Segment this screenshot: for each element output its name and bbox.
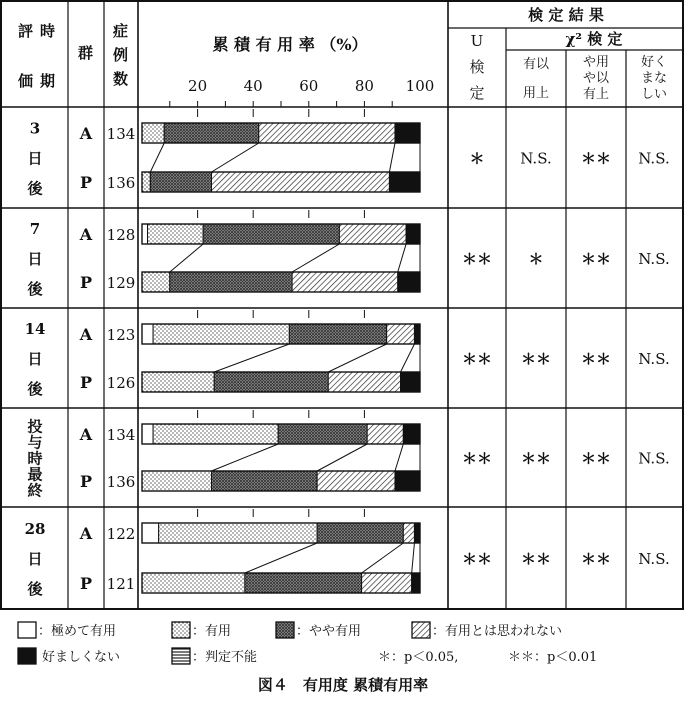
u-test-result: ＊＊	[461, 250, 493, 268]
bar-segment-very-useful	[142, 424, 153, 444]
header-chi2-2: や以	[582, 71, 610, 86]
boundary-connector	[362, 543, 404, 573]
case-count: 136	[106, 473, 136, 491]
period-4	[27, 410, 669, 500]
bar-segment-somewhat-useful	[212, 471, 318, 491]
period-3	[25, 310, 670, 398]
chi-test-useful-result: ＊＊	[520, 350, 552, 368]
legend-label-not-useful: ：有用とは思われない	[432, 624, 563, 639]
case-count: 128	[106, 226, 136, 244]
chi-test-undesirable-result: N.S.	[638, 250, 670, 268]
period-label-char: 28	[24, 520, 46, 538]
bar-segment-undesirable	[406, 224, 420, 244]
u-test-result: ＊	[469, 149, 485, 168]
boundary-connector	[292, 244, 339, 272]
period-label-char: 後	[27, 280, 43, 298]
legend-swatch-not-useful	[412, 622, 430, 638]
significance-note-p05: ＊：p＜0.05,	[378, 650, 459, 665]
header-u-2: 検	[469, 58, 485, 76]
u-test-result: ＊＊	[461, 550, 493, 568]
legend-label-useful: ：有用	[192, 624, 232, 639]
bar-segment-useful	[142, 172, 150, 192]
period-label-char: 3	[29, 119, 41, 138]
u-test-result: ＊＊	[461, 350, 493, 368]
header-cases-3: 数	[113, 70, 129, 88]
header-u-1: U	[470, 32, 484, 50]
case-count: 123	[106, 326, 136, 344]
header-chi3-1: 好く	[640, 55, 668, 70]
bar-segment-not-useful	[362, 573, 412, 593]
header-eval-2: 時	[40, 22, 56, 40]
period-label-char: 7	[29, 220, 41, 238]
legend-label-very-useful: ：極めて有用	[38, 624, 117, 639]
bar-segment-undesirable	[414, 523, 420, 543]
chi-test-somewhat-result: ＊＊	[580, 149, 612, 168]
bar-segment-useful	[142, 573, 245, 593]
bar-segment-not-useful	[387, 324, 415, 344]
boundary-connector	[212, 444, 279, 471]
period-1	[26, 109, 669, 198]
chi-test-undesirable-result: N.S.	[638, 550, 670, 568]
bar-segment-undesirable	[398, 272, 420, 292]
period-label-char: 日	[27, 149, 43, 168]
group-label: P	[79, 273, 93, 292]
boundary-connector	[150, 143, 164, 172]
period-label-char: 後	[27, 580, 43, 598]
x-tick-label-40: 40	[243, 77, 263, 95]
bar-segment-not-useful	[292, 272, 398, 292]
bar-segment-useful	[148, 224, 204, 244]
boundary-connector	[401, 344, 415, 372]
header-chi3-3: しい	[640, 87, 668, 102]
case-count: 122	[106, 525, 136, 543]
group-label: P	[79, 173, 93, 192]
header-cases-2: 例	[113, 46, 129, 64]
boundary-connector	[245, 543, 317, 573]
group-label: A	[79, 225, 93, 244]
bar-segment-not-useful	[328, 372, 400, 392]
chi-test-useful-result: ＊	[528, 250, 544, 268]
period-label-char: 日	[27, 550, 43, 568]
legend-label-undesirable: 好ましくない	[42, 650, 121, 665]
period-label-char: 最	[27, 465, 43, 484]
legend-swatch-very-useful	[18, 622, 36, 638]
bar-segment-useful	[142, 272, 170, 292]
case-count: 129	[106, 274, 136, 292]
bar-segment-somewhat-useful	[289, 324, 386, 344]
chi-test-useful-result: ＊＊	[520, 449, 552, 468]
bar-segment-not-useful	[403, 523, 414, 543]
legend-swatch-useful	[172, 622, 190, 638]
bar-segment-undesirable	[389, 172, 420, 192]
bar-segment-not-useful	[212, 172, 390, 192]
period-label-char: 日	[27, 250, 43, 268]
group-label: A	[79, 325, 93, 344]
boundary-connector	[328, 344, 386, 372]
period-2	[26, 210, 669, 298]
bar-segment-undesirable	[403, 424, 420, 444]
period-rows	[25, 109, 670, 598]
bar-segment-useful	[142, 471, 212, 491]
chi-test-undesirable-result: N.S.	[638, 149, 670, 168]
group-label: A	[79, 425, 93, 444]
bar-segment-useful	[142, 123, 164, 143]
period-label-char: 投	[27, 417, 43, 436]
legend	[18, 622, 597, 665]
u-test-result: ＊＊	[461, 449, 493, 468]
bar-segment-not-useful	[339, 224, 406, 244]
header-u-3: 定	[469, 84, 485, 102]
chi-test-undesirable-result: N.S.	[638, 350, 670, 368]
header-chi-test: χ² 検 定	[565, 30, 623, 48]
legend-label-somewhat-useful: ：やや有用	[296, 624, 362, 639]
group-label: A	[79, 524, 93, 543]
header-eval-1: 評	[18, 22, 34, 40]
period-label-char: 14	[24, 320, 46, 338]
bar-segment-somewhat-useful	[278, 424, 367, 444]
group-label: P	[79, 472, 93, 491]
bar-segment-very-useful	[142, 324, 153, 344]
boundary-connector	[317, 444, 367, 471]
group-label: P	[79, 373, 93, 392]
bar-segment-undesirable	[414, 324, 420, 344]
x-tick-label-80: 80	[354, 77, 374, 95]
bar-segment-very-useful	[142, 224, 148, 244]
case-count: 134	[106, 426, 136, 444]
group-label: A	[79, 124, 93, 143]
significance-note-p01: ＊＊：p＜0.01	[508, 650, 598, 665]
bar-segment-useful	[153, 424, 278, 444]
bar-segment-undesirable	[395, 471, 420, 491]
bar-segment-not-useful	[317, 471, 395, 491]
bar-segment-not-useful	[259, 123, 395, 143]
header-group: 群	[78, 44, 94, 62]
header-cumulative-title: 累 積 有 用 率 （%）	[212, 35, 368, 54]
chi-test-useful-result: N.S.	[520, 149, 552, 168]
case-count: 126	[106, 374, 136, 392]
table-headers	[17, 6, 667, 102]
period-label-char: 終	[27, 481, 43, 500]
case-count: 121	[106, 575, 136, 593]
header-chi1-1: 有以	[522, 57, 550, 72]
bar-segment-somewhat-useful	[214, 372, 328, 392]
x-axis	[170, 77, 435, 107]
table-frame	[1, 1, 683, 609]
bar-segment-useful	[153, 324, 289, 344]
chi-test-somewhat-result: ＊＊	[580, 250, 612, 268]
boundary-connector	[212, 143, 259, 172]
boundary-connector	[412, 543, 415, 573]
bar-segment-somewhat-useful	[164, 123, 259, 143]
legend-swatch-undeterminable	[172, 648, 190, 664]
x-tick-label-20: 20	[188, 77, 208, 95]
period-label-char: 後	[27, 179, 43, 198]
boundary-connector	[395, 444, 403, 471]
header-chi2-1: や用	[582, 55, 610, 70]
bar-segment-undesirable	[395, 123, 420, 143]
bar-segment-undesirable	[401, 372, 420, 392]
case-count: 136	[106, 174, 136, 192]
header-eval-4: 期	[40, 72, 56, 90]
bar-segment-not-useful	[367, 424, 403, 444]
chi-test-somewhat-result: ＊＊	[580, 350, 612, 368]
bar-segment-undesirable	[412, 573, 420, 593]
bar-segment-somewhat-useful	[150, 172, 211, 192]
boundary-connector	[398, 244, 406, 272]
bar-segment-somewhat-useful	[245, 573, 362, 593]
bar-segment-somewhat-useful	[170, 272, 292, 292]
bar-segment-somewhat-useful	[317, 523, 403, 543]
figure-caption: 図４ 有用度 累積有用率	[257, 676, 429, 694]
header-chi1-2: 用上	[522, 86, 550, 101]
x-tick-label-100: 100	[405, 77, 435, 95]
legend-swatch-somewhat-useful	[276, 622, 294, 638]
boundary-connector	[214, 344, 289, 372]
period-label-char: 後	[27, 380, 43, 398]
bar-segment-somewhat-useful	[203, 224, 339, 244]
boundary-connector	[170, 244, 203, 272]
period-label-char: 与	[27, 433, 43, 452]
header-eval-3: 価	[18, 72, 34, 90]
period-label-char: 時	[27, 449, 43, 468]
header-chi3-2: まな	[640, 71, 668, 86]
chi-test-somewhat-result: ＊＊	[580, 449, 612, 468]
chi-test-useful-result: ＊＊	[520, 550, 552, 568]
case-count: 134	[106, 125, 136, 143]
bar-segment-very-useful	[142, 523, 159, 543]
x-tick-label-60: 60	[299, 77, 319, 95]
header-chi2-3: 有上	[582, 87, 610, 102]
header-cases-1: 症	[113, 22, 129, 40]
bar-segment-useful	[159, 523, 317, 543]
period-5	[25, 509, 670, 598]
header-test-result: 検 定 結 果	[528, 6, 604, 24]
legend-swatch-undesirable	[18, 648, 36, 664]
boundary-connector	[389, 143, 395, 172]
period-label-char: 日	[27, 350, 43, 368]
chi-test-undesirable-result: N.S.	[638, 449, 670, 468]
legend-label-undeterminable: ：判定不能	[192, 650, 258, 665]
chi-test-somewhat-result: ＊＊	[580, 550, 612, 568]
group-label: P	[79, 574, 93, 593]
